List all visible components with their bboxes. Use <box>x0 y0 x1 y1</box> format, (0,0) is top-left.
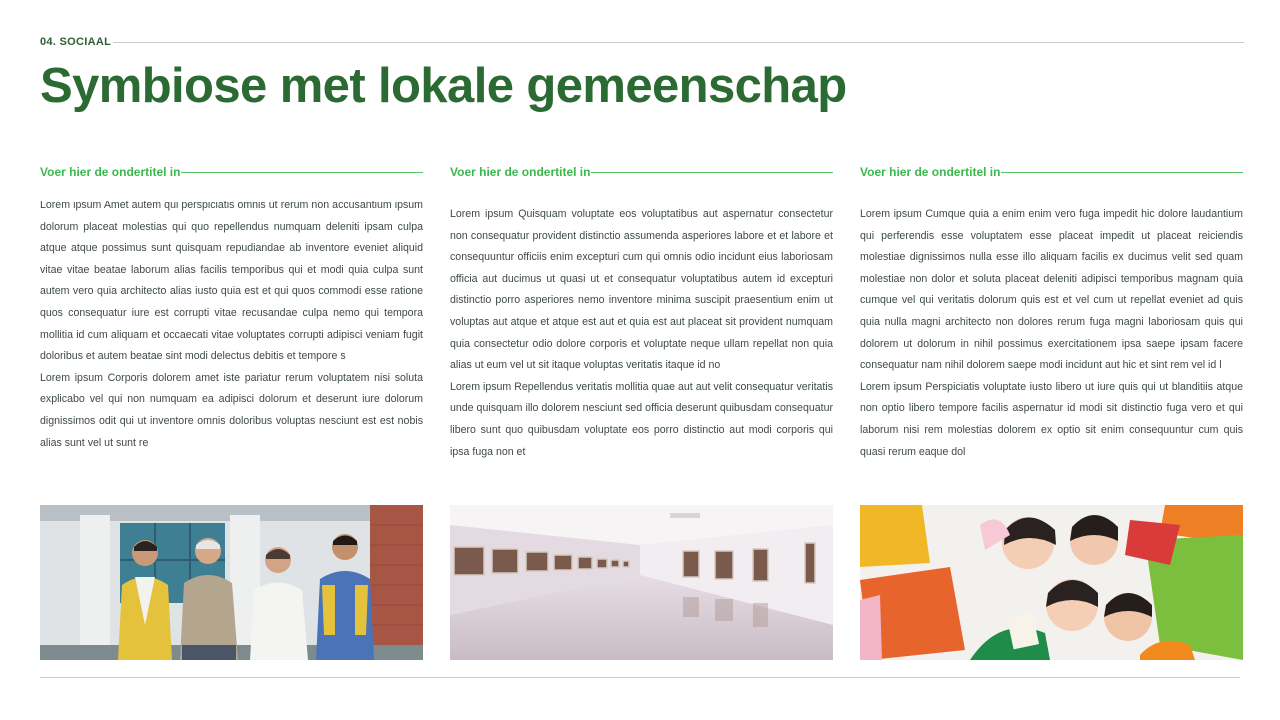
subtitle-divider <box>591 172 833 173</box>
section-header <box>40 36 1244 48</box>
column-body-text <box>450 204 833 484</box>
children-with-books-illustration <box>860 505 1243 660</box>
community-group-illustration <box>40 505 423 660</box>
paragraph-1: Lorem ipsum Quisquam voluptate eos voluptatibus aut aspernatur consectetur non consequatur provident distinctio assumenda asperiores labore et et labore et consequuntur officiis enim excepturi cum qui omnis odio incidunt eius laboriosam officia aut ducimus ut quasi ut et consequatur voluptatibus autem id excepturi distinctio porro asperiores nemo inventore minima suscipit praesentium enim ut voluptas aut atque et atque est aut et quia est aut placeat sit provident numquam quia consectetur odio dolore corporis et voluptate neque ullam repellat non quia alias ut eum vel ut sit itaque voluptas veritatis itaque id no <box>450 208 833 372</box>
community-group-photo <box>40 505 423 660</box>
bottom-divider <box>40 677 1240 678</box>
art-gallery-photo <box>450 505 833 660</box>
column-body-text <box>40 201 423 493</box>
paragraph-2: Lorem ipsum Repellendus veritatis mollitia quae aut aut velit consequatur veritatis unde quisquam illo dolorem nesciunt sed officia deserunt quibusdam consequatur libero sunt quo quibusdam voluptate eos porro distinctio aut modi corporis qui ipsa fuga non et <box>450 380 833 458</box>
children-with-books-photo <box>860 505 1243 660</box>
art-gallery-illustration <box>450 505 833 660</box>
paragraph-2: Lorem ipsum Corporis dolorem amet iste pariatur rerum voluptatem nisi soluta explicabo vel qui non numquam ea adipisci dolorum et deserunt iure dolorum dignissimos odit qui ut inventore omnis doloribus voluptas nesciunt est est nobis alias sunt vel ut sunt re <box>40 371 423 449</box>
content-column-2 <box>450 165 833 660</box>
content-column-1 <box>40 165 423 660</box>
column-subtitle: Voer hier de ondertitel in <box>860 165 1001 179</box>
subtitle-divider <box>1001 172 1243 173</box>
subtitle-row <box>40 165 423 179</box>
subtitle-row <box>450 165 833 179</box>
paragraph-1: Lorem ipsum Amet autem qui perspiciatis omnis ut rerum non accusantium ipsum dolorum placeat molestias qui quo repellendus numquam deleniti ipsam culpa atque atque possimus sunt quisquam repudiandae ab inventore eveniet aliquid vitae vitae beatae laborum alias facilis temporibus qui et modi quia culpa sunt autem vero quia architecto alias iusto quia est et qui quos commodi esse ratione quos consequatur iure est corrupti vitae recusandae culpa nemo qui tempora mollitia id cum aliquam et occaecati vitae voluptates corrupti adipisci veniam fugit doloribus et autem beatae sint modi delectus debitis et tempore s <box>40 201 423 363</box>
subtitle-divider <box>181 172 423 173</box>
content-column-3 <box>860 165 1243 660</box>
paragraph-1: Lorem ipsum Cumque quia a enim enim vero fuga impedit hic dolore laudantium qui perferendis esse voluptatem esse placeat impedit ut placeat reiciendis molestiae dignissimos nulla esse illo aliquam facilis ex ducimus velit sed quam molestiae non dolor et soluta placeat deleniti adipisci temporibus magnam quia cumque vel qui veritatis dolorum quis est et vel cum ut repellat eveniet ad quis quia nulla magni architecto non dolores rerum fuga magni laboriosam quis qui dolorem ut dolorum in nihil possimus exercitationem ipsa saepe ipsam facere consequatur nam nihil dolorem saepe modi incidunt aut hic et sint rem vel id l <box>860 208 1243 372</box>
column-body-text <box>860 204 1243 484</box>
column-subtitle: Voer hier de ondertitel in <box>40 165 181 179</box>
subtitle-row <box>860 165 1243 179</box>
page-title: Symbiose met lokale gemeenschap <box>40 59 847 113</box>
section-label: 04. SOCIAAL <box>40 36 112 48</box>
paragraph-2: Lorem ipsum Perspiciatis voluptate iusto libero ut iure quis qui ut blanditiis atque non optio libero tempore facilis aspernatur id modi sit distinctio fuga vero et qui laborum nisi rem molestias dolorem ex optio sit enim consequuntur cum quis quasi rerum eaque dol <box>860 380 1243 458</box>
column-subtitle: Voer hier de ondertitel in <box>450 165 591 179</box>
top-divider <box>113 42 1244 43</box>
